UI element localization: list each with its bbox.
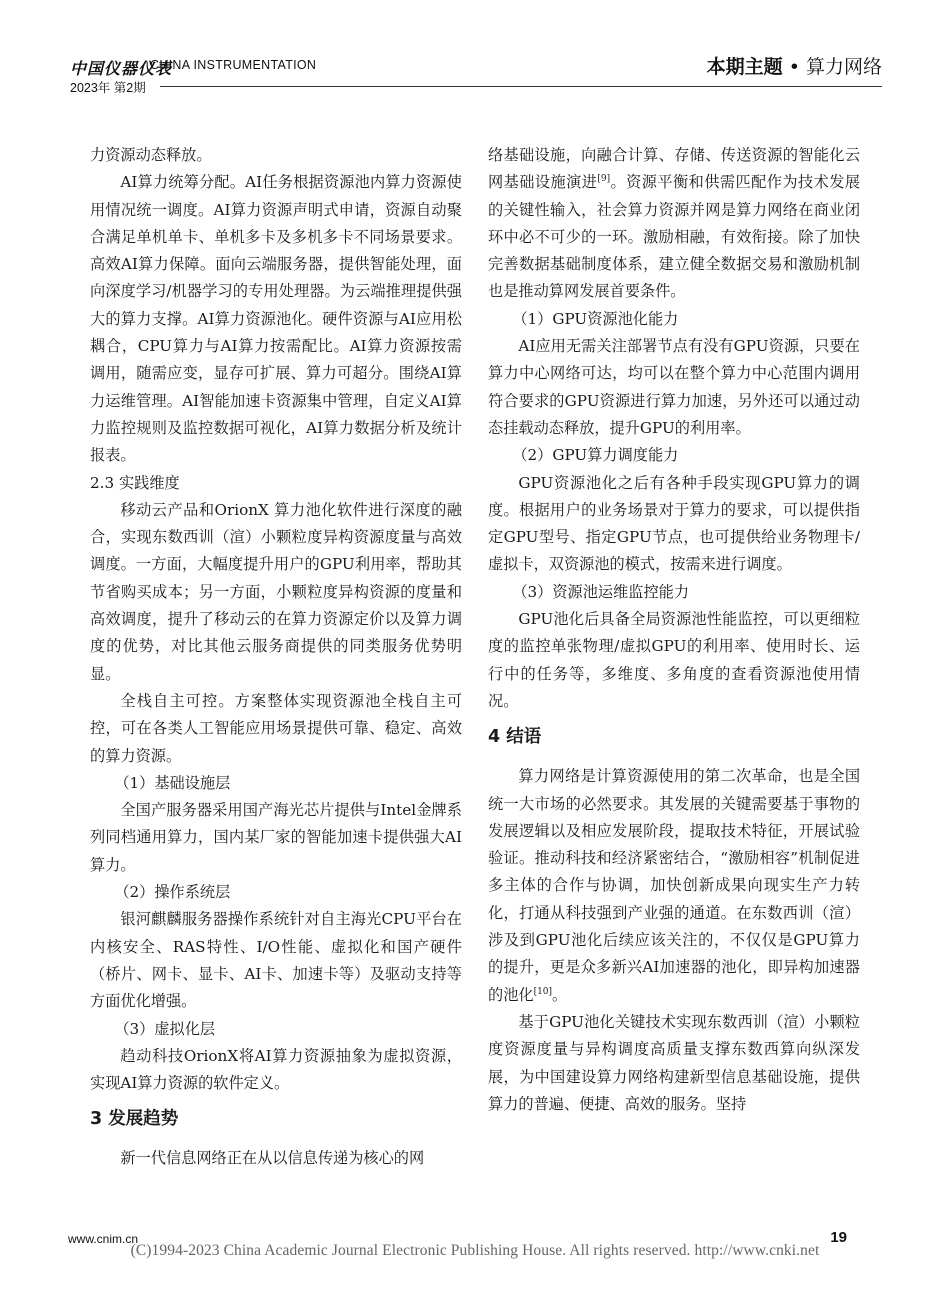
- subsection-heading: （1）GPU资源池化能力: [512, 309, 679, 328]
- page-number: 19: [830, 1229, 847, 1246]
- paragraph: 全栈自主可控。方案整体实现资源池全栈自主可控，可在各类人工智能应用场景提供可靠、稳定、高效的算力资源。: [90, 691, 462, 765]
- subsection-heading: （2）操作系统层: [114, 883, 231, 902]
- paragraph: 新一代信息网络正在从以信息传递为核心的网: [120, 1149, 425, 1168]
- subsection-heading: 2.3 实践维度: [90, 473, 180, 492]
- footer-website: www.cnim.cn: [68, 1232, 139, 1246]
- left-column: [90, 142, 462, 1173]
- paragraph: GPU池化后具备全局资源池性能监控，可以更细粒度的监控单张物理/虚拟GPU的利用率、使用时长、运行中的任务等，多维度、多角度的查看资源池使用情况。: [488, 610, 860, 710]
- paragraph-text: 算力网络是计算资源使用的第二次革命，也是全国统一大市场的必然要求。其发展的关键需要基于事物的发展逻辑以及相应发展阶段，提取技术特征，开展试验验证。推动科技和经济紧密结合，“激励相容”机制促进多主体的合作与协调，加快创新成果向现实生产力转化，打通从科技强到产业强的通道。在东数西训（渲）涉及到GPU池化后续应该关注的，不仅仅是GPU算力的提升，更是众多新兴AI加速器的池化，即异构加速器的池化: [488, 767, 860, 1004]
- issue-label: 2023年 第2期: [70, 81, 146, 95]
- issue-theme: [707, 52, 882, 79]
- paragraph: 移动云产品和OrionX 算力池化软件进行深度的融合，实现东数西训（渲）小颗粒度异构资源度量与高效调度。一方面，大幅度提升用户的GPU利用率，帮助其节省购买成本；另一方面，小颗粒度异构资源的度量和高效调度，提升了移动云的在算力资源定价以及算力调度的优势，对比其他云服务商提供的同类服务优势明显。: [90, 500, 462, 683]
- paragraph: AI算力统筹分配。AI任务根据资源池内算力资源使用情况统一调度。AI算力资源声明式申请，资源自动聚合满足单机单卡、单机多卡及多机多卡不同场景要求。高效AI算力保障。面向云端服务器，提供智能处理，面向深度学习/机器学习的专用处理器。为云端推理提供强大的算力支撑。AI算力资源池化。硬件资源与AI应用松耦合，CPU算力与AI算力按需配比。AI算力资源按需调用，随需应变，显存可扩展、算力可超分。围绕AI算力运维管理。AI智能加速卡资源集中管理，自定义AI算力监控规则及监控数据可视化，AI算力数据分析及统计报表。: [90, 173, 462, 465]
- paragraph-text: 。: [552, 985, 568, 1004]
- paragraph-text: 络基础设施，向融合计算、存储、传送资源的智能化云网基础设施演进: [488, 146, 860, 192]
- citation-ref: [10]: [533, 986, 553, 997]
- theme-dot: •: [788, 56, 800, 78]
- header-rule: [160, 86, 882, 87]
- paragraph: GPU资源池化之后有各种手段实现GPU算力的调度。根据用户的业务场景对于算力的要求，可以提供指定GPU型号、指定GPU节点，也可提供给业务物理卡/虚拟卡，双资源池的模式，按需来进行调度。: [488, 473, 860, 574]
- paragraph: [488, 763, 860, 1009]
- paragraph: AI应用无需关注部署节点有没有GPU资源，只要在算力中心网络可达，均可以在整个算力中心范围内调用符合要求的GPU资源进行算力加速，另外还可以通过动态挂载动态释放，提升GPU的利用率。: [488, 337, 860, 437]
- citation-ref: [9]: [597, 174, 611, 185]
- journal-logo: 中国仪器仪表: [70, 59, 173, 78]
- page-header: [70, 52, 882, 100]
- copyright-notice: (C)1994-2023 China Academic Journal Electronic Publishing House. All rights reserved. http://www.cnki.net: [130, 1242, 820, 1259]
- journal-name-en: CHINA INSTRUMENTATION: [150, 58, 317, 72]
- subsection-heading: （1）基础设施层: [114, 773, 231, 792]
- theme-prefix: 本期主题: [706, 56, 783, 78]
- paragraph: 趋动科技OrionX将AI算力资源抽象为虚拟资源，实现AI算力资源的软件定义。: [90, 1046, 462, 1093]
- paragraph-text: 。资源平衡和供需匹配作为技术发展的关键性输入，社会算力资源并网是算力网络在商业闭环中必不可少的一环。激励相融，有效衔接。除了加快完善数据基础制度体系，建立健全数据交易和激励机制也是推动算网发展首要条件。: [488, 173, 861, 301]
- paragraph: 基于GPU池化关键技术实现东数西训（渲）小颗粒度资源度量与异构调度高质量支撑东数西算向纵深发展，为中国建设算力网络构建新型信息基础设施，提供算力的普遍、便捷、高效的服务。坚持: [488, 1012, 860, 1113]
- subsection-heading: （2）GPU算力调度能力: [512, 446, 679, 465]
- right-column: [488, 142, 860, 1118]
- section-heading: 3 发展趋势: [90, 1109, 179, 1130]
- paragraph-continued: [488, 142, 860, 306]
- theme-title: 算力网络: [805, 56, 882, 78]
- paragraph: 银河麒麟服务器操作系统针对自主海光CPU平台在内核安全、RAS特性、I/O性能、虚拟化和国产硬件（桥片、网卡、显卡、AI卡、加速卡等）及驱动支持等方面优化增强。: [90, 910, 462, 1011]
- section-heading: 4 结语: [488, 727, 542, 748]
- subsection-heading: （3）资源池运维监控能力: [512, 582, 690, 601]
- paragraph-continued: 力资源动态释放。: [90, 146, 212, 164]
- subsection-heading: （3）虚拟化层: [114, 1019, 216, 1038]
- paragraph: 全国产服务器采用国产海光芯片提供与Intel金牌系列同档通用算力，国内某厂家的智能加速卡提供强大AI算力。: [90, 801, 462, 874]
